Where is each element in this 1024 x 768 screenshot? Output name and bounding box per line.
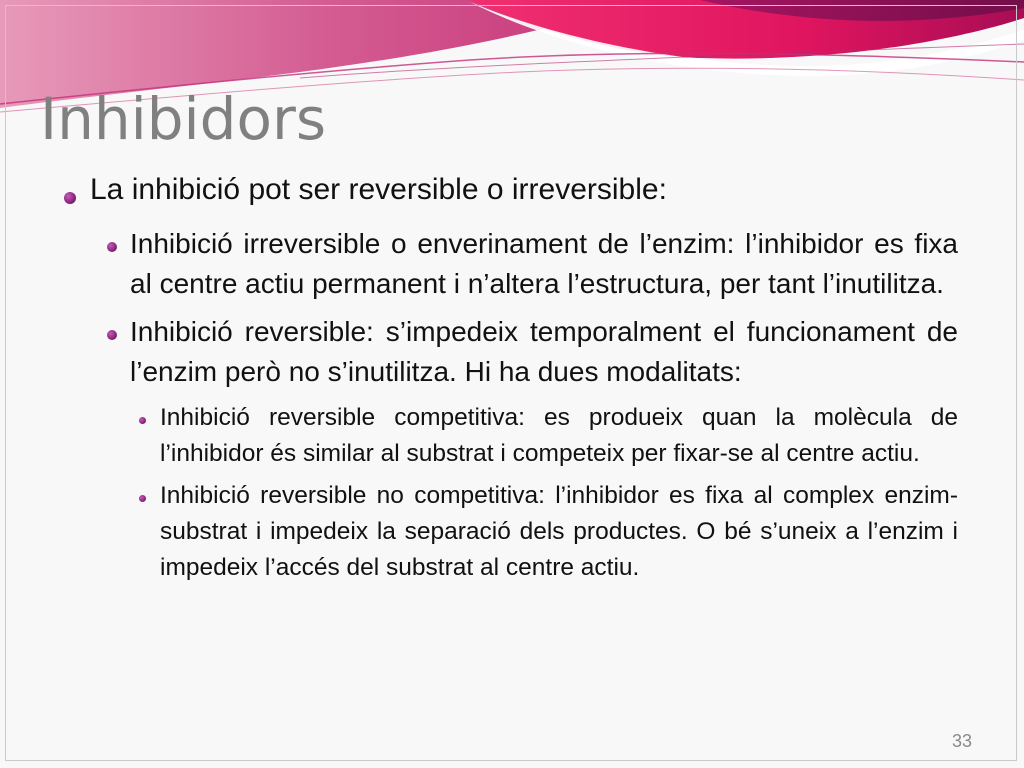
bullet-dot-icon: [139, 417, 146, 424]
bullet-dot-icon: [107, 242, 117, 252]
slide-title: Inhibidors: [40, 85, 327, 153]
bullet-item-level-3: [58, 400, 958, 472]
bullet-text: La inhibició pot ser reversible o irreversible:: [90, 173, 667, 206]
bullet-item-level-3: [58, 478, 958, 586]
page-number: 33: [951, 731, 972, 751]
bullet-text: Inhibició reversible: s’impedeix temporalment el funcionament de l’enzim però no s’inutilitza. Hi ha dues modalitats:: [130, 316, 958, 387]
bullet-dot-icon: [107, 330, 117, 340]
bullet-item-level-1: [58, 170, 958, 210]
bullet-item-level-2: [58, 224, 958, 304]
bullet-item-level-2: [58, 312, 958, 392]
bullet-dot-icon: [64, 192, 76, 204]
bullet-list: [58, 170, 958, 592]
bullet-text: Inhibició reversible competitiva: es produeix quan la molècula de l’inhibidor és similar al substrat i competeix per fixar-se al centre actiu.: [160, 404, 958, 467]
bullet-text: Inhibició reversible no competitiva: l’inhibidor es fixa al complex enzim-substrat i impedeix la separació dels productes. O bé s’uneix a l’enzim i impedeix l’accés del substrat al centre actiu.: [160, 482, 958, 581]
bullet-text: Inhibició irreversible o enverinament de l’enzim: l’inhibidor es fixa al centre actiu permanent i n’altera l’estructura, per tant l’inutilitza.: [130, 228, 958, 299]
bullet-dot-icon: [139, 495, 146, 502]
